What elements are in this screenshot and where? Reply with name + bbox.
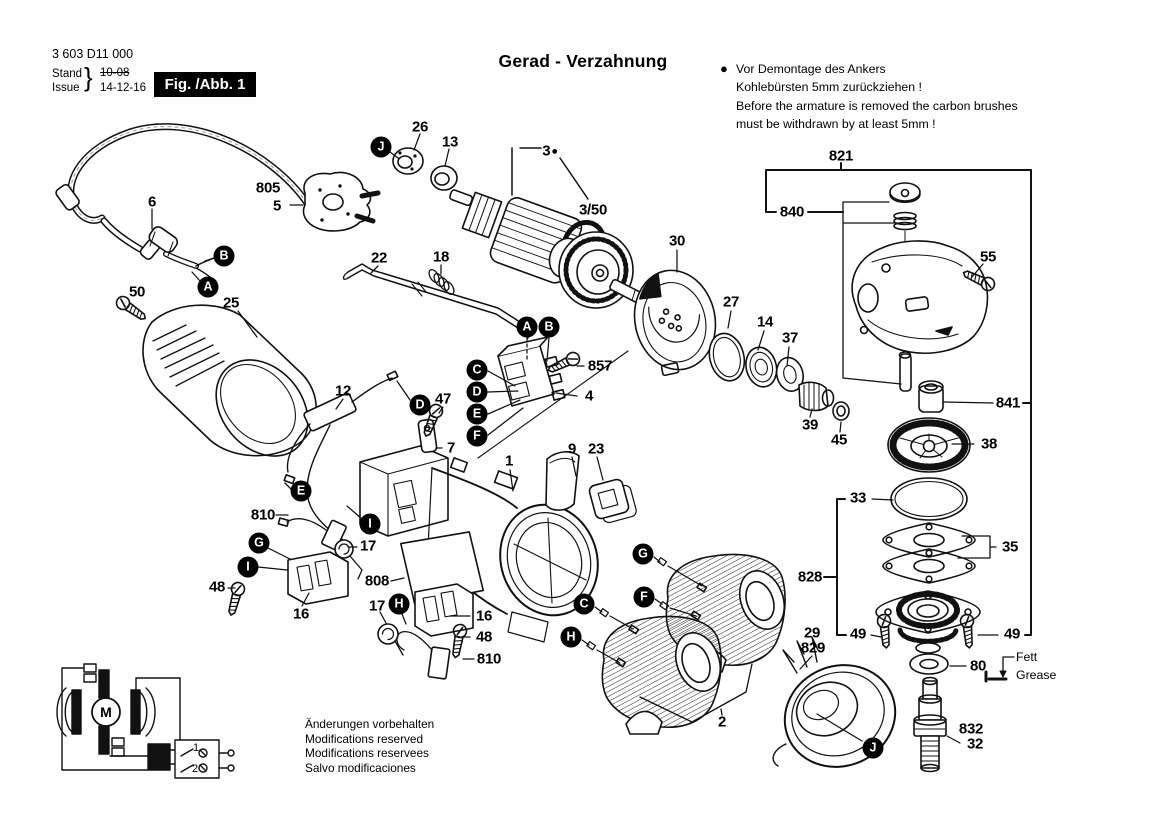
letter-badge-D: D <box>410 395 431 416</box>
part-label-3/50: 3/50 <box>579 201 607 219</box>
part-label-9: 9 <box>567 440 577 458</box>
part-label-810: 810 <box>476 650 502 668</box>
footer-note-1: Änderungen vorbehalten <box>305 717 435 731</box>
part-label-25: 25 <box>222 294 240 312</box>
part-label-47: 47 <box>434 390 452 408</box>
notice-line-en-2: must be withdrawn by at least 5mm ! <box>736 117 936 131</box>
part-label-3: 3● <box>542 142 558 160</box>
part-label-7: 7 <box>446 439 456 457</box>
part-label-29: 29 <box>803 624 821 642</box>
part-label-16: 16 <box>292 605 310 623</box>
part-label-17: 17 <box>368 597 386 615</box>
schematic-terminal-1: 1 <box>192 742 200 754</box>
part-label-35: 35 <box>1001 538 1019 556</box>
letter-badge-B: B <box>539 317 560 338</box>
motor-symbol: M <box>100 704 112 720</box>
part-label-23: 23 <box>587 440 605 458</box>
part-label-18: 18 <box>432 248 450 266</box>
part-label-39: 39 <box>801 416 819 434</box>
part-label-6: 6 <box>147 193 157 211</box>
brace: } <box>84 62 93 92</box>
type-number: 3 603 D11 000 <box>52 47 134 61</box>
part-label-22: 22 <box>370 249 388 267</box>
part-label-841: 841 <box>995 394 1021 412</box>
figure-label: Fig. /Abb. 1 <box>154 72 256 97</box>
part-label-48: 48 <box>475 628 493 646</box>
part-label-38: 38 <box>980 435 998 453</box>
part-label-805: 805 <box>255 179 281 197</box>
part-label-32: 32 <box>966 735 984 753</box>
part-label-16: 16 <box>475 607 493 625</box>
part-label-832: 832 <box>958 720 984 738</box>
letter-badge-C: C <box>574 594 595 615</box>
part-label-33: 33 <box>849 489 867 507</box>
part-label-45: 45 <box>830 431 848 449</box>
letter-badge-J: J <box>863 738 884 759</box>
notice-line-en-1: Before the armature is removed the carbon brushes <box>736 99 1018 113</box>
letter-badge-B: B <box>214 246 235 267</box>
part-label-30: 30 <box>668 232 686 250</box>
part-label-1: 1 <box>504 452 514 470</box>
part-label-37: 37 <box>781 329 799 347</box>
part-label-49: 49 <box>849 625 867 643</box>
issue-value: 14-12-16 <box>100 82 147 94</box>
stand-value: 10-08 <box>100 67 130 79</box>
stand-label: Stand <box>52 68 83 80</box>
part-label-5: 5 <box>272 197 282 215</box>
letter-badge-I: I <box>238 557 259 578</box>
letter-badge-H: H <box>561 627 582 648</box>
letter-badge-H: H <box>389 594 410 615</box>
notice-bullet: ● <box>720 61 728 76</box>
part-label-828: 828 <box>797 568 823 586</box>
included-part-dot: ● <box>551 145 558 157</box>
notice-line-de-2: Kohlebürsten 5mm zurückziehen ! <box>736 80 922 94</box>
part-label-49: 49 <box>1003 625 1021 643</box>
part-label-48: 48 <box>208 578 226 596</box>
letter-badge-D: D <box>467 382 488 403</box>
part-label-2: 2 <box>717 713 727 731</box>
footer-note-2: Modifications reserved <box>305 732 424 746</box>
letter-badge-E: E <box>467 404 488 425</box>
letter-badge-E: E <box>291 481 312 502</box>
issue-label: Issue <box>52 82 80 94</box>
letter-badge-C: C <box>467 360 488 381</box>
part-label-829: 829 <box>800 639 826 657</box>
letter-badge-G: G <box>249 533 270 554</box>
page-title: Gerad - Verzahnung <box>498 51 668 71</box>
letter-badge-A: A <box>198 277 219 298</box>
part-label-12: 12 <box>334 382 352 400</box>
letter-badge-J: J <box>371 137 392 158</box>
letter-badge-F: F <box>467 426 488 447</box>
letter-badge-G: G <box>633 544 654 565</box>
part-label-840: 840 <box>779 203 805 221</box>
footer-note-4: Salvo modificaciones <box>305 761 416 775</box>
schematic-terminal-2: 2 <box>191 763 199 775</box>
notice-line-de-1: Vor Demontage des Ankers <box>736 62 886 76</box>
part-label-17: 17 <box>359 537 377 555</box>
part-label-50: 50 <box>128 283 146 301</box>
part-label-26: 26 <box>411 118 429 136</box>
part-label-857: 857 <box>587 357 613 375</box>
part-label-4: 4 <box>584 387 594 405</box>
letter-badge-A: A <box>517 317 538 338</box>
part-label-27: 27 <box>722 293 740 311</box>
letter-badge-F: F <box>634 587 655 608</box>
letter-badge-I: I <box>360 514 381 535</box>
footer-note-3: Modifications reservees <box>305 746 429 760</box>
part-label-808: 808 <box>364 572 390 590</box>
part-label-80: 80 <box>969 657 987 675</box>
grease-label-en: Grease <box>1016 668 1057 682</box>
part-label-821: 821 <box>828 147 854 165</box>
grease-label-de: Fett <box>1016 650 1038 664</box>
part-label-55: 55 <box>979 248 997 266</box>
part-label-14: 14 <box>756 313 774 331</box>
part-label-810: 810 <box>250 506 276 524</box>
part-label-13: 13 <box>441 133 459 151</box>
